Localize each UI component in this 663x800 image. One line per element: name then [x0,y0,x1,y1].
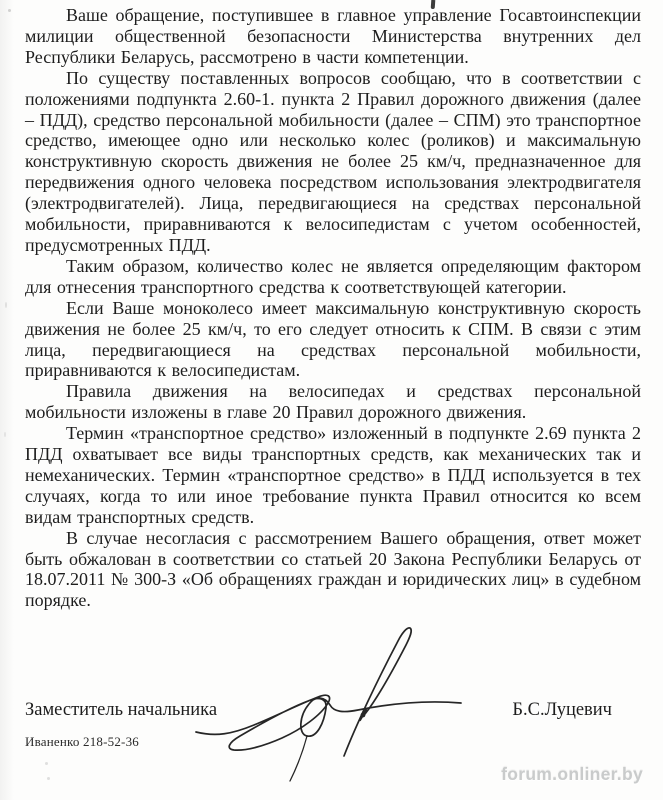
paragraph-chapter20: Правила движения на велосипедах и средствах персональной мобильности изложены в главе 20 Правил дорожного движения. [25,381,641,423]
paragraph-appeal: В случае несогласия с рассмотрением Вашего обращения, ответ может быть обжалован в соответствии со статьей 20 Закона Республики Беларусь от 18.07.2011 № 300-З «Об обращениях граждан и юридических лиц» в судебном порядке. [25,527,641,611]
signature-block [25,700,612,721]
executor-note: Иваненко 218-52-36 [25,734,139,749]
paragraph-wheels: Таким образом, количество колес не является определяющим фактором для отнесения транспортного средства к соответствующей категории. [25,255,641,297]
watermark: forum.onliner.by [501,764,643,784]
paragraph-monowheel: Если Ваше моноколесо имеет максимальную конструктивную скорость движения не более 25 км/ч, то его следует относить к СПМ. В связи с этим лица, передвигающиеся на средствах персональной мобильности, приравниваются к велосипедистам. [25,297,641,381]
paragraph-spm-definition: По существу поставленных вопросов сообщаю, что в соответствии с положениями подпункта 2.60-1. пункта 2 Правил дорожного движения (далее – ПДД), средство персональной мобильности (далее – СПМ) это транспортное средство, имеющее одно или несколько колес (роликов) и максимальную конструктивную скорость движения не более 25 км/ч, предназначенное для передвижения одного человека посредством использования электродвигателя (электродвигателей). Лица, передвигающиеся на средствах персональной мобильности, приравниваются к велосипедистам с учетом особенностей, предусмотренных ПДД. [25,67,641,255]
scan-speck [5,302,7,308]
scan-speck [8,9,11,12]
letter-body [25,5,641,611]
paragraph-term: Термин «транспортное средство» изложенный в подпункте 2.69 пункта 2 ПДД охватывает все виды транспортных средств, как механических так и немеханических. Термин «транспортное средство» в ПДД используется в тех случаях, когда то или иное требование пункта Правил относится ко всем видам транспортных средств. [25,423,641,527]
scan-speck [45,762,48,765]
signoff-name: Б.С.Луцевич [512,700,612,720]
scan-speck [4,432,6,437]
scan-speck [47,777,50,780]
signoff-title: Заместитель начальника [25,700,218,720]
paragraph-intro: Ваше обращение, поступившее в главное управление Госавтоинспекции милиции общественной безопасности Министерства внутренних дел Республики Беларусь, рассмотрено в части компетенции. [25,5,641,67]
